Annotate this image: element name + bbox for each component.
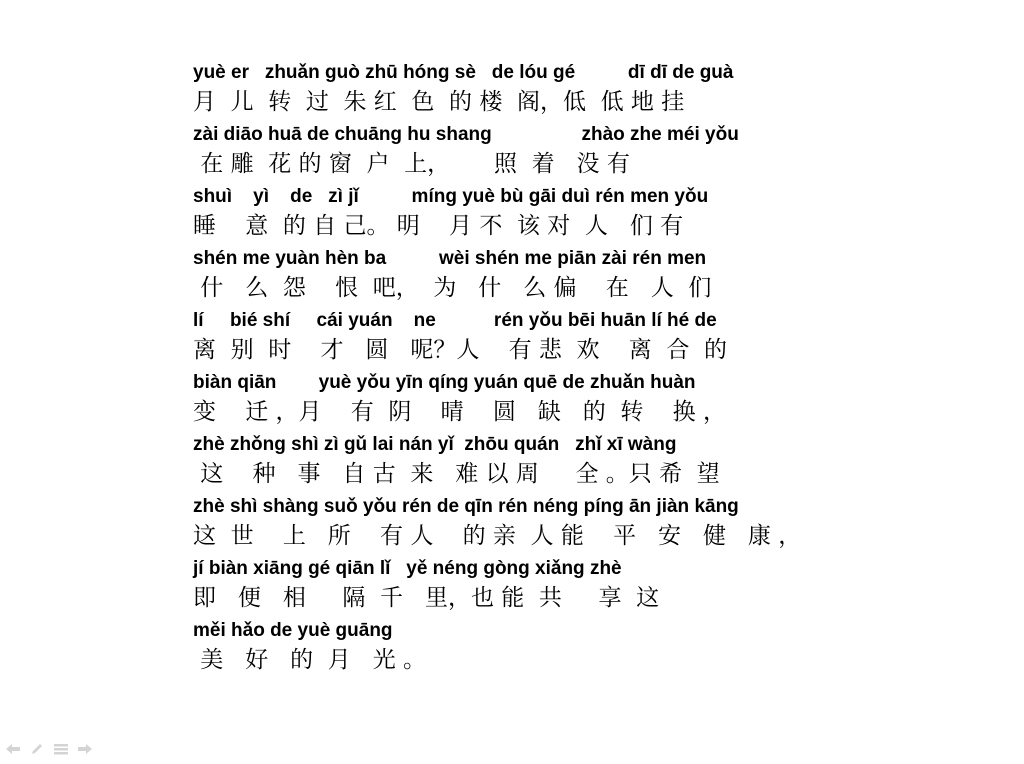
line-5 [193, 306, 993, 368]
hanzi-line: 美 好 的 月 光 。 [193, 647, 427, 673]
menu-icon[interactable] [52, 742, 70, 756]
poem [193, 58, 993, 678]
line-3 [193, 182, 993, 244]
line-10 [193, 616, 993, 678]
pinyin-line: zhè zhǒng shì zì gǔ lai nán yǐ zhōu quán zhǐ xī wàng [193, 434, 677, 455]
line-2 [193, 120, 993, 182]
pinyin-line: měi hǎo de yuè guāng [193, 620, 393, 641]
hanzi-line: 这 种 事 自 古 来 难 以 周 全 。只 希 望 [193, 461, 720, 487]
pinyin-line: lí bié shí cái yuán ne rén yǒu bēi huān lí hé de [193, 310, 717, 331]
pinyin-line: zài diāo huā de chuāng hu shang zhào zhe méi yǒu [193, 124, 739, 145]
line-7 [193, 430, 993, 492]
hanzi-line: 离 别 时 才 圆 呢？人 有 悲 欢 离 合 的 [193, 337, 728, 363]
pinyin-line: shuì yì de zì jǐ míng yuè bù gāi duì rén men yǒu [193, 186, 709, 207]
hanzi-line: 在 雕 花 的 窗 户 上， 照 着 没 有 [193, 151, 630, 177]
back-arrow-icon[interactable] [4, 742, 22, 756]
pen-icon[interactable] [28, 742, 46, 756]
pinyin-line: jí biàn xiāng gé qiān lǐ yě néng gòng xiǎng zhè [193, 558, 622, 579]
forward-arrow-icon[interactable] [76, 742, 94, 756]
hanzi-line: 什 么 怨 恨 吧， 为 什 么 偏 在 人 们 [193, 275, 712, 301]
pinyin-line: biàn qiān yuè yǒu yīn qíng yuán quē de zhuǎn huàn [193, 372, 696, 393]
pinyin-line: yuè er zhuǎn guò zhū hóng sè de lóu gé dī dī de guà [193, 62, 734, 83]
line-4 [193, 244, 993, 306]
hanzi-line: 变 迁 ，月 有 阴 晴 圆 缺 的 转 换 ， [193, 399, 726, 425]
line-8 [193, 492, 993, 554]
slideshow-nav [4, 742, 94, 756]
hanzi-line: 即 便 相 隔 千 里，也 能 共 享 这 [193, 585, 660, 611]
line-6 [193, 368, 993, 430]
hanzi-line: 月 儿 转 过 朱 红 色 的 楼 阁，低 低 地 挂 [193, 89, 685, 115]
hanzi-line: 睡 意 的 自 己。 明 月 不 该 对 人 们 有 [193, 213, 684, 239]
pinyin-line: shén me yuàn hèn ba wèi shén me piān zài rén men [193, 248, 707, 269]
line-1 [193, 58, 993, 120]
line-9 [193, 554, 993, 616]
pinyin-line: zhè shì shàng suǒ yǒu rén de qīn rén néng píng ān jiàn kāng [193, 496, 739, 517]
hanzi-line: 这 世 上 所 有 人 的 亲 人 能 平 安 健 康 ， [193, 523, 802, 549]
